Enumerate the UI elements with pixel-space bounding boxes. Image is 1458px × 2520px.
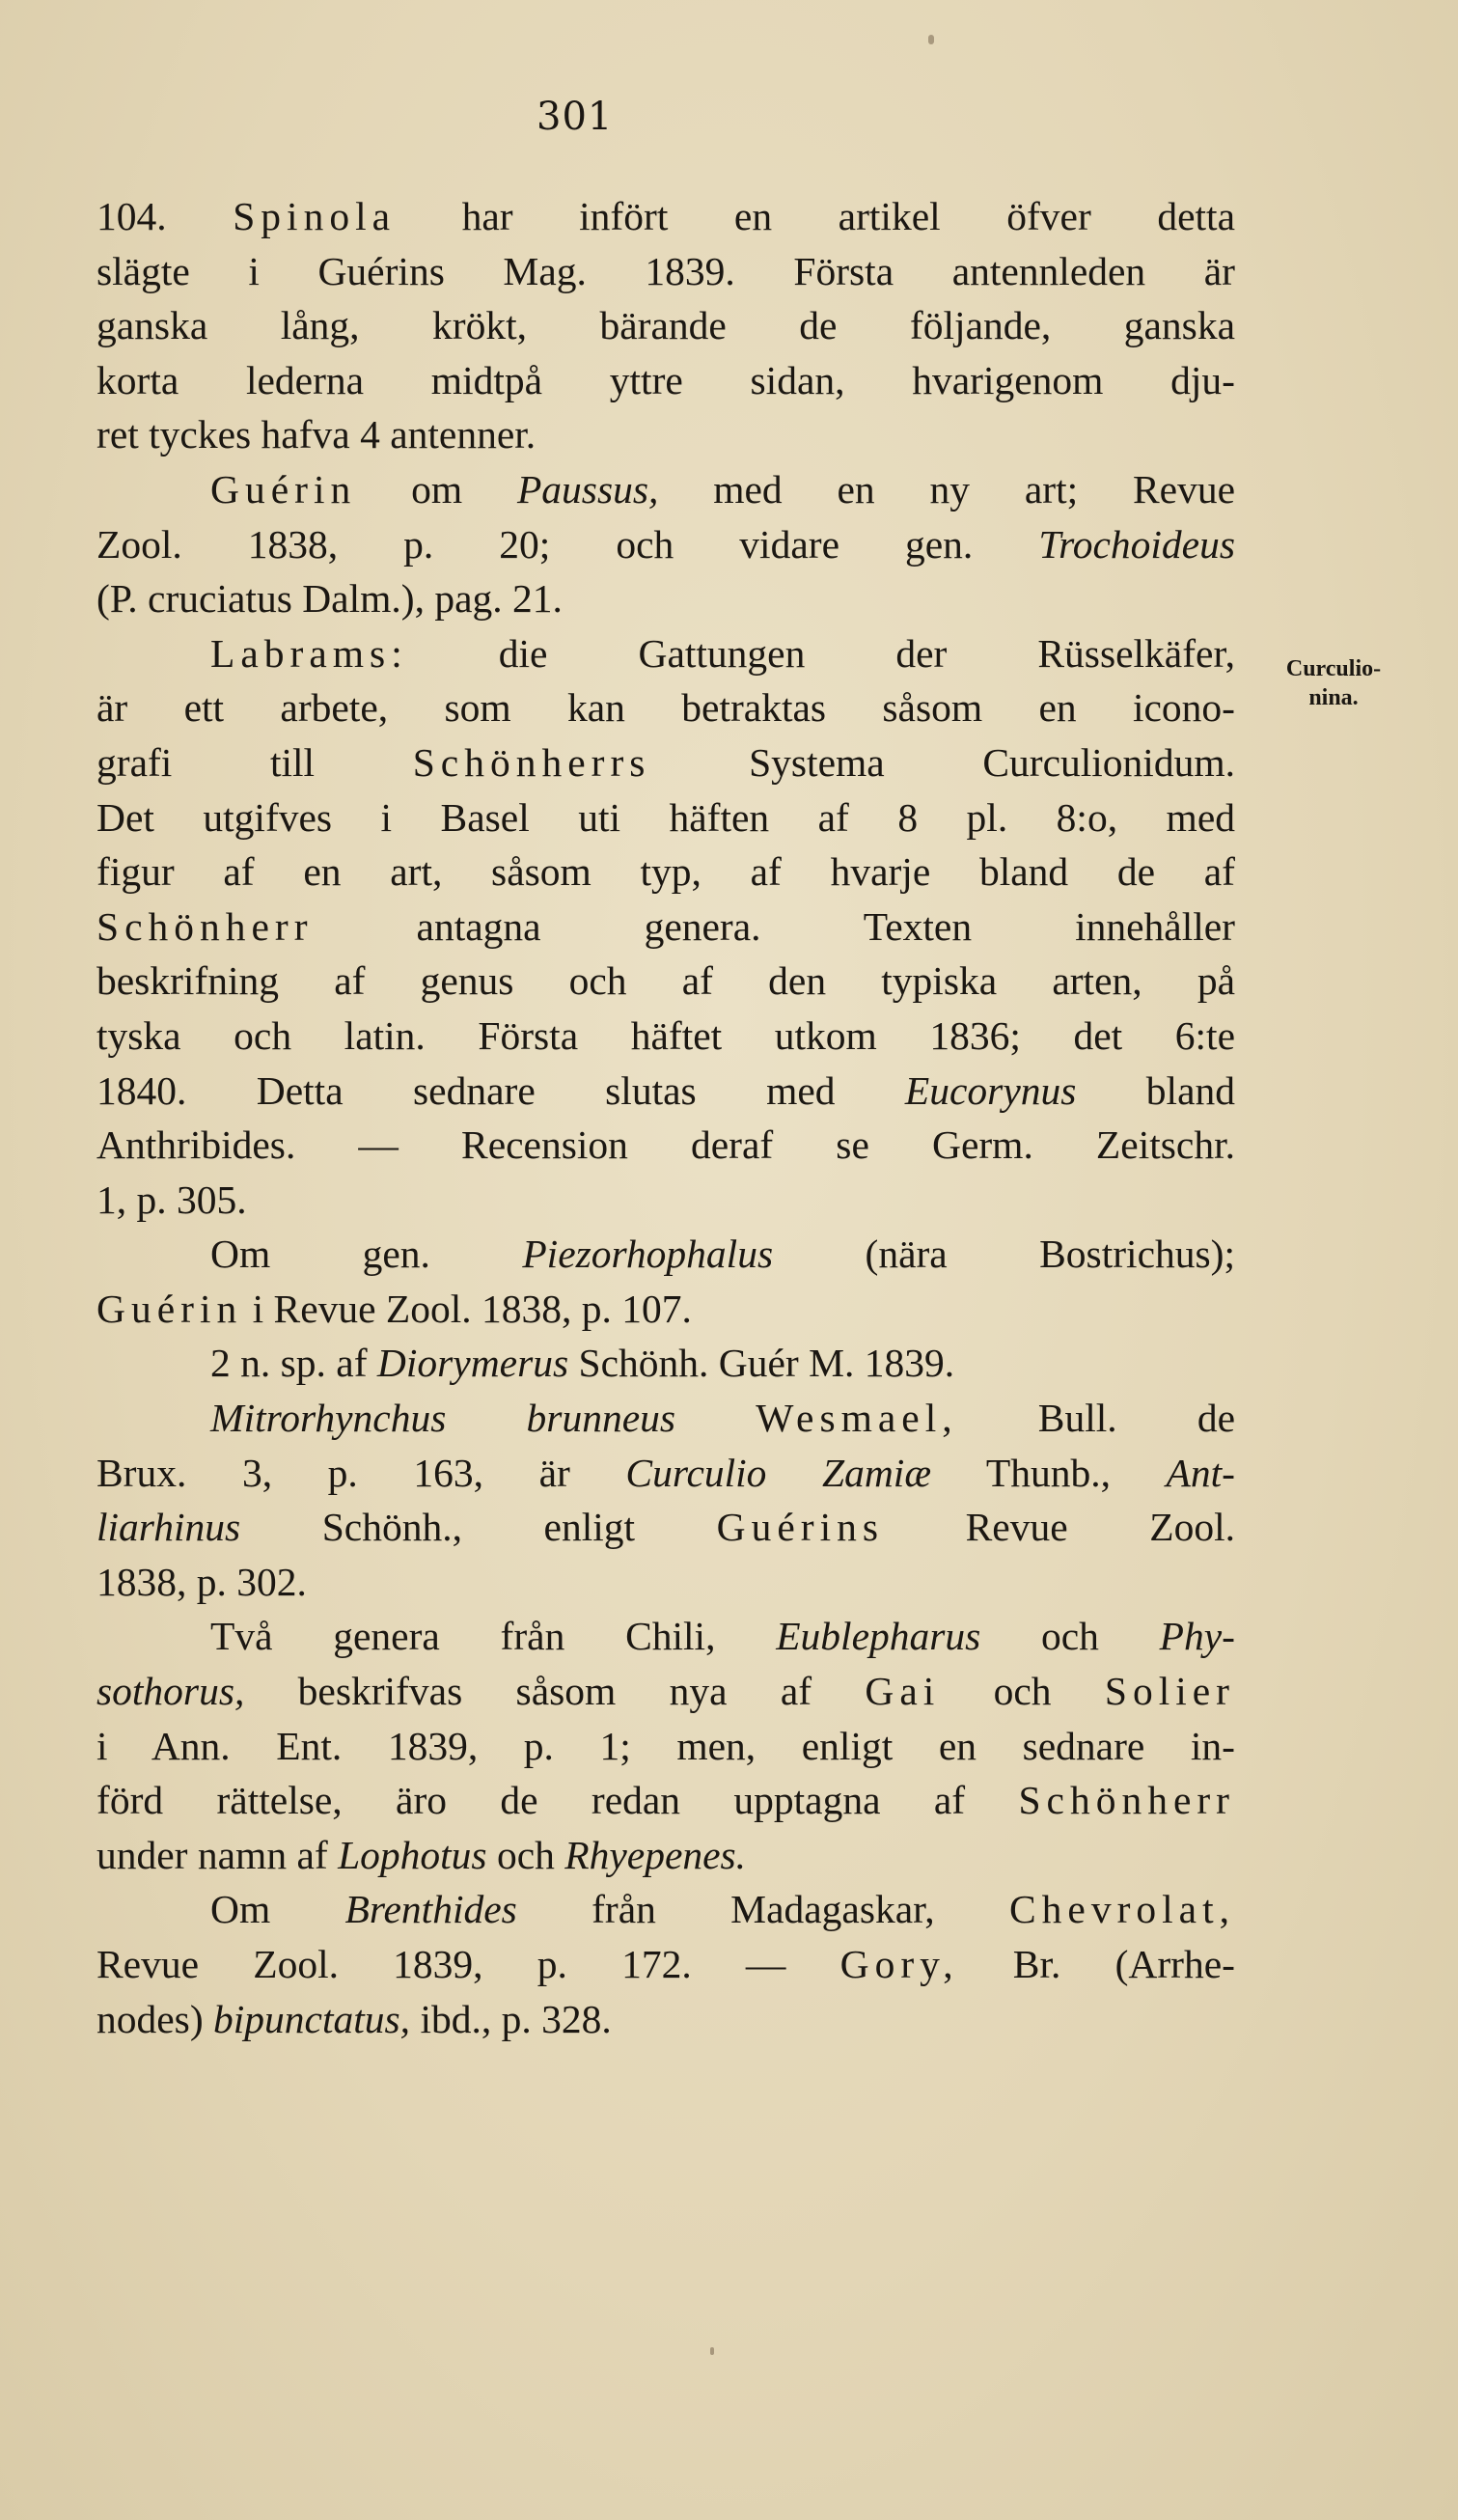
spaced-name: Labrams: bbox=[210, 630, 408, 676]
text-segment: Thunb., bbox=[931, 1450, 1167, 1495]
text-line bbox=[96, 1446, 1235, 1501]
text-segment: från Madagaskar, bbox=[516, 1887, 1009, 1932]
text-segment: antagna genera. Texten innehåller bbox=[313, 903, 1235, 949]
text-segment: (nära Bostrichus); bbox=[773, 1232, 1235, 1277]
italic-taxon: Eublepharus bbox=[776, 1614, 981, 1659]
text-line bbox=[96, 900, 1235, 955]
spaced-name: Spinola bbox=[233, 194, 397, 238]
text-line bbox=[96, 1992, 1235, 2047]
text-segment: i Revue Zool. 1838, p. 107. bbox=[242, 1286, 692, 1331]
text-line bbox=[96, 1009, 1235, 1064]
text-segment: slägte i Guérins Mag. 1839. Första antennleden är bbox=[96, 248, 1235, 293]
text-line bbox=[96, 1064, 1235, 1119]
text-segment: Schönh. Guér M. 1839. bbox=[568, 1341, 955, 1386]
spaced-name: Wesmael, bbox=[756, 1396, 958, 1441]
text-segment: under namn af bbox=[96, 1832, 339, 1877]
text-line bbox=[96, 1282, 1235, 1337]
text-segment: ret tyckes hafva 4 antenner. bbox=[96, 412, 536, 457]
text-line bbox=[96, 1391, 1235, 1446]
text-line bbox=[96, 244, 1235, 299]
text-line bbox=[96, 1227, 1235, 1282]
italic-taxon: sothorus, bbox=[96, 1669, 245, 1714]
text-segment: i Ann. Ent. 1839, p. 1; men, enligt en sednare in- bbox=[96, 1723, 1235, 1768]
text-segment: 2 n. sp. af bbox=[210, 1341, 377, 1386]
text-line bbox=[96, 1937, 1235, 1992]
text-line bbox=[96, 845, 1235, 900]
text-segment: 1, p. 305. bbox=[96, 1177, 247, 1222]
text-line bbox=[96, 1555, 1235, 1610]
italic-taxon: Eucorynus bbox=[904, 1067, 1077, 1113]
text-segment: die Gattungen der Rüsselkäfer, bbox=[407, 630, 1235, 676]
text-segment: Det utgifves i Basel uti häften af 8 pl. 8:o, med bbox=[96, 794, 1235, 840]
text-segment: 1840. Detta sednare slutas med bbox=[96, 1067, 905, 1113]
text-segment: Två genera från Chili, bbox=[210, 1614, 777, 1659]
margin-note bbox=[1247, 654, 1420, 712]
text-segment: Anthribides. — Recension deraf se Germ. Zeitschr. bbox=[96, 1122, 1235, 1168]
margin-note-line: Curculio- bbox=[1285, 656, 1382, 681]
spaced-name: Solier bbox=[1104, 1669, 1235, 1714]
text-segment: förd rättelse, äro de redan upptagna af bbox=[96, 1778, 1019, 1823]
text-line bbox=[96, 1500, 1235, 1555]
text-line bbox=[96, 735, 1235, 790]
text-segment: bland bbox=[1076, 1067, 1235, 1113]
text-line bbox=[96, 954, 1235, 1009]
text-line bbox=[96, 1173, 1235, 1228]
italic-taxon: Paussus, bbox=[516, 466, 659, 512]
text-line bbox=[96, 517, 1235, 572]
paper-speck bbox=[928, 35, 934, 44]
italic-taxon: Piezorhophalus bbox=[522, 1232, 774, 1277]
text-segment: 104. bbox=[96, 194, 234, 238]
italic-taxon: Lophotus bbox=[338, 1832, 487, 1877]
text-segment: ganska lång, krökt, bärande de följande, ganska bbox=[96, 303, 1235, 348]
text-line bbox=[96, 1664, 1235, 1719]
text-segment: Bull. de bbox=[957, 1396, 1235, 1441]
text-segment: Brux. 3, p. 163, är bbox=[96, 1450, 626, 1495]
text-segment: Om bbox=[210, 1887, 345, 1932]
spaced-name: Schönherr bbox=[96, 903, 314, 949]
text-segment: Schönh., enligt bbox=[240, 1505, 717, 1550]
text-segment: korta lederna midtpå yttre sidan, hvarigenom dju- bbox=[96, 357, 1235, 402]
text-segment: är ett arbete, som kan betraktas såsom en icono- bbox=[96, 685, 1235, 731]
spaced-name: Chevrolat, bbox=[1008, 1887, 1235, 1932]
text-line bbox=[96, 462, 1235, 517]
text-segment: beskrifning af genus och af den typiska arten, på bbox=[96, 958, 1235, 1004]
italic-taxon: Rhyepenes. bbox=[564, 1832, 747, 1877]
text-segment: Systema Curculionidum. bbox=[650, 739, 1235, 785]
text-segment bbox=[675, 1396, 756, 1440]
text-line bbox=[96, 353, 1235, 408]
text-line bbox=[96, 1609, 1235, 1664]
text-segment: 1838, p. 302. bbox=[96, 1559, 307, 1604]
text-segment: och bbox=[980, 1614, 1160, 1659]
text-segment: (P. cruciatus Dalm.), pag. 21. bbox=[96, 576, 563, 622]
text-line bbox=[96, 298, 1235, 353]
text-segment: beskrifvas såsom nya af bbox=[244, 1669, 866, 1714]
body-text bbox=[96, 189, 1235, 2046]
text-segment: har infört en artikel öfver detta bbox=[396, 194, 1235, 238]
spaced-name: Guérin bbox=[96, 1286, 243, 1331]
text-line bbox=[96, 571, 1235, 626]
text-segment: ibd., p. 328. bbox=[410, 1996, 612, 2041]
italic-taxon: Mitrorhynchus brunneus bbox=[210, 1396, 676, 1441]
italic-taxon: liarhinus bbox=[96, 1505, 241, 1550]
italic-taxon: bipunctatus, bbox=[213, 1996, 411, 2041]
text-segment: figur af en art, såsom typ, af hvarje bland de af bbox=[96, 849, 1235, 895]
text-segment: om bbox=[356, 466, 517, 512]
italic-taxon: Curculio Zamiæ bbox=[625, 1450, 932, 1495]
text-segment: nodes) bbox=[96, 1996, 214, 2041]
margin-note-line: nina. bbox=[1308, 685, 1359, 710]
page-number: 301 bbox=[536, 95, 614, 139]
text-segment: Om gen. bbox=[210, 1232, 523, 1277]
text-line bbox=[96, 1118, 1235, 1173]
italic-taxon: Phy- bbox=[1159, 1614, 1235, 1659]
text-segment: och bbox=[940, 1669, 1105, 1714]
spaced-name: Schönherrs bbox=[412, 739, 651, 785]
text-segment: grafi till bbox=[96, 739, 413, 785]
spaced-name: Guérins bbox=[716, 1505, 885, 1550]
text-line bbox=[96, 407, 1235, 462]
text-segment: Br. (Arrhe- bbox=[958, 1942, 1235, 1986]
text-line bbox=[96, 1828, 1235, 1883]
text-line bbox=[96, 189, 1235, 244]
italic-taxon: Brenthides bbox=[344, 1887, 517, 1932]
paper-speck bbox=[710, 2347, 714, 2355]
spaced-name: Gai bbox=[865, 1669, 941, 1714]
text-line bbox=[96, 1336, 1235, 1391]
text-segment: tyska och latin. Första häftet utkom 1836; det 6:te bbox=[96, 1012, 1235, 1058]
text-line bbox=[96, 626, 1235, 681]
text-line bbox=[96, 680, 1235, 735]
text-segment: med en ny art; Revue bbox=[658, 466, 1235, 512]
text-segment: och bbox=[486, 1832, 565, 1877]
text-line bbox=[96, 1773, 1235, 1828]
text-line bbox=[96, 1719, 1235, 1774]
text-line bbox=[96, 1882, 1235, 1937]
text-segment: Revue Zool. 1839, p. 172. — bbox=[96, 1942, 840, 1986]
text-segment: Zool. 1838, p. 20; och vidare gen. bbox=[96, 521, 1039, 567]
italic-taxon: Trochoideus bbox=[1038, 521, 1235, 567]
italic-taxon: Ant- bbox=[1166, 1450, 1235, 1495]
text-line bbox=[96, 790, 1235, 845]
text-segment: Revue Zool. bbox=[884, 1505, 1235, 1550]
spaced-name: Gory, bbox=[839, 1942, 959, 1986]
spaced-name: Schönherr bbox=[1018, 1778, 1235, 1823]
spaced-name: Guérin bbox=[210, 466, 357, 512]
italic-taxon: Diorymerus bbox=[376, 1341, 569, 1386]
